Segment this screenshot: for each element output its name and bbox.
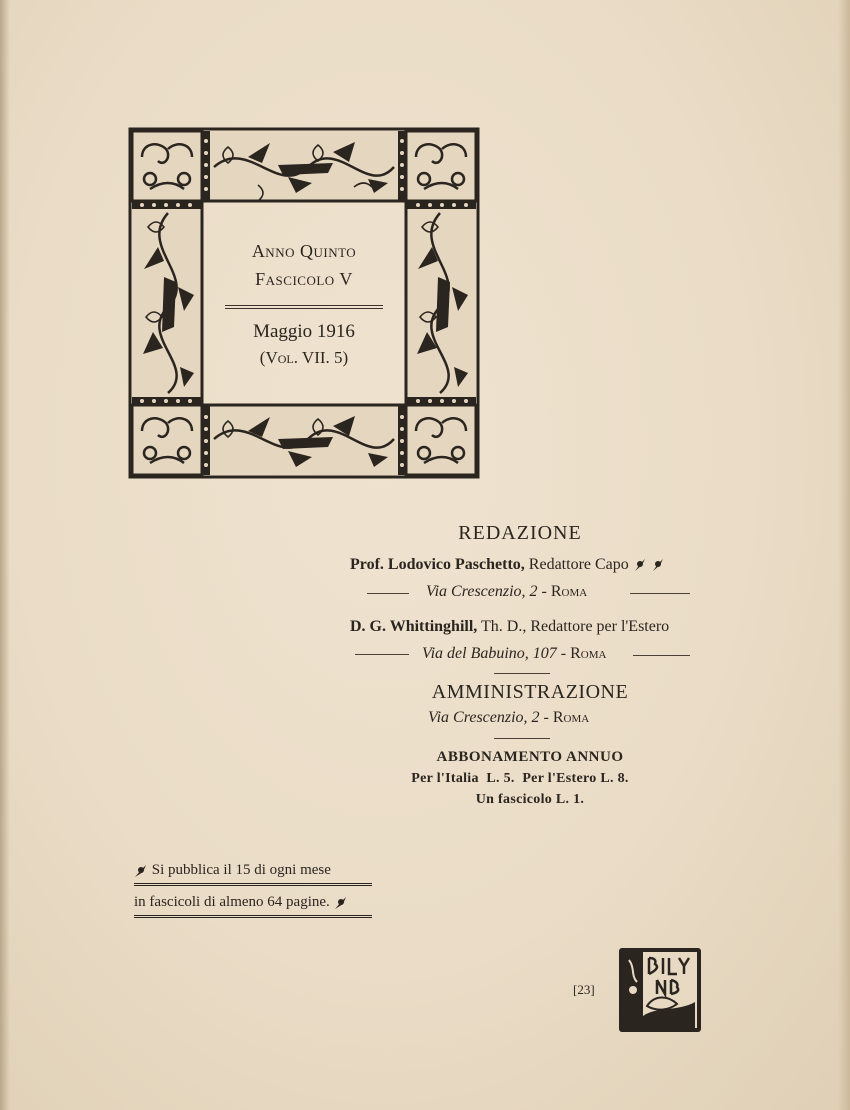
single-issue-price: Un fascicolo L. 1.	[475, 792, 585, 807]
frame-text-panel	[204, 203, 404, 403]
floral-ornament-icon	[633, 557, 667, 573]
editor-in-chief-line	[350, 556, 667, 574]
editor-in-chief-address-line	[426, 583, 587, 601]
amministrazione-address-line	[428, 709, 589, 727]
foreign-editor-city: - Roma	[560, 645, 607, 662]
year-label: Anno Quinto	[251, 241, 357, 261]
floral-ornament-icon	[334, 896, 348, 910]
foreign-editor-name: D. G. Whittinghill,	[350, 618, 478, 635]
bilychnis-logo	[617, 946, 703, 1036]
publication-frequency: Si pubblica il 15 di ogni mese	[151, 862, 331, 878]
volume-label: (Vol. VII. 5)	[259, 348, 349, 367]
rule-right	[630, 593, 690, 594]
amministrazione-heading: AMMINISTRAZIONE	[431, 681, 629, 703]
publication-pages: in fascicoli di almeno 64 pagine.	[134, 894, 330, 910]
rule-right	[633, 655, 690, 656]
short-divider	[494, 673, 550, 674]
double-rule	[134, 883, 372, 886]
foreign-editor-line	[350, 618, 669, 636]
editor-in-chief-address: Via Crescenzio, 2	[426, 583, 538, 600]
editor-in-chief-city: - Roma	[541, 583, 588, 600]
page-number: [23]	[573, 982, 595, 997]
floral-ornament-icon	[134, 864, 148, 878]
publication-pages-line	[134, 894, 348, 911]
rule-left	[355, 654, 409, 655]
rule-left	[367, 593, 409, 594]
issue-date: Maggio 1916	[253, 321, 355, 342]
ornamental-frame	[128, 127, 480, 479]
redazione-heading: REDAZIONE	[458, 522, 582, 544]
short-divider	[494, 738, 550, 739]
editor-in-chief-role: Redattore Capo	[528, 556, 629, 573]
double-rule	[134, 915, 372, 918]
frame-divider	[225, 305, 383, 309]
editor-in-chief-name: Prof. Lodovico Paschetto,	[350, 556, 525, 573]
subscription-prices: Per l'Italia L. 5. Per l'Estero L. 8.	[411, 771, 629, 786]
publication-frequency-line	[134, 862, 331, 879]
foreign-editor-address-line	[422, 645, 606, 663]
issue-label: Fascicolo V	[255, 269, 353, 289]
bilychnis-lamp-emblem	[617, 946, 703, 1036]
foreign-editor-address: Via del Babuino, 107	[422, 645, 557, 662]
amministrazione-address: Via Crescenzio, 2	[428, 709, 540, 726]
subscription-heading: ABBONAMENTO ANNUO	[436, 749, 624, 765]
foreign-editor-title: Th. D.,	[481, 618, 527, 635]
foreign-editor-role: Redattore per l'Estero	[530, 618, 670, 635]
amministrazione-city: - Roma	[543, 709, 590, 726]
